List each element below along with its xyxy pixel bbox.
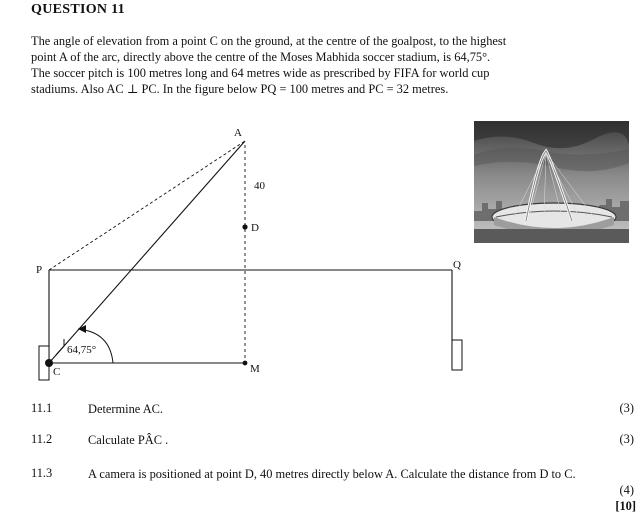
sub-question-text: Calculate PÂC . xyxy=(88,433,169,447)
stadium-photo xyxy=(474,121,629,243)
line-AP xyxy=(49,141,245,270)
label-length-AD: 40 xyxy=(254,180,265,192)
label-A: A xyxy=(234,127,242,139)
sub-question-text: A camera is positioned at point D, 40 metres directly below A. Calculate the distance from D to C. xyxy=(88,467,576,481)
intro-line: point A of the arc, directly above the centre of the Moses Mabhida soccer stadium, is 64,75°. xyxy=(31,50,491,64)
intro-line: The angle of elevation from a point C on the ground, at the centre of the goalpost, to the highest xyxy=(31,34,507,48)
point-M xyxy=(243,361,248,366)
intro-line: The soccer pitch is 100 metres long and 64 metres wide as prescribed by FIFA for world cup xyxy=(31,66,490,80)
label-D: D xyxy=(251,222,259,234)
sub-question-number: 11.3 xyxy=(31,466,53,480)
point-C xyxy=(45,359,53,367)
label-M: M xyxy=(250,363,260,375)
intro-line: stadiums. Also AC ⊥ PC. In the figure below PQ = 100 metres and PC = 32 metres. xyxy=(31,82,449,96)
sub-question-number: 11.1 xyxy=(31,401,53,415)
right-angle-marker xyxy=(56,339,64,355)
question-title: QUESTION 11 xyxy=(31,2,125,17)
sub-question-marks: (3) xyxy=(619,401,634,415)
sub-question-text: Determine AC. xyxy=(88,402,164,416)
label-P: P xyxy=(36,264,43,276)
label-Q: Q xyxy=(453,259,461,271)
total-marks: [10] xyxy=(615,499,636,513)
label-angle: 64,75° xyxy=(67,344,97,356)
sub-question-number: 11.2 xyxy=(31,432,53,446)
sub-question-marks: (3) xyxy=(619,432,634,446)
label-C: C xyxy=(53,366,61,378)
goalpost-Q xyxy=(452,340,462,370)
line-AC xyxy=(49,141,245,363)
question-intro xyxy=(31,33,596,97)
sub-question-marks: (4) xyxy=(619,483,634,497)
point-D xyxy=(242,224,247,229)
